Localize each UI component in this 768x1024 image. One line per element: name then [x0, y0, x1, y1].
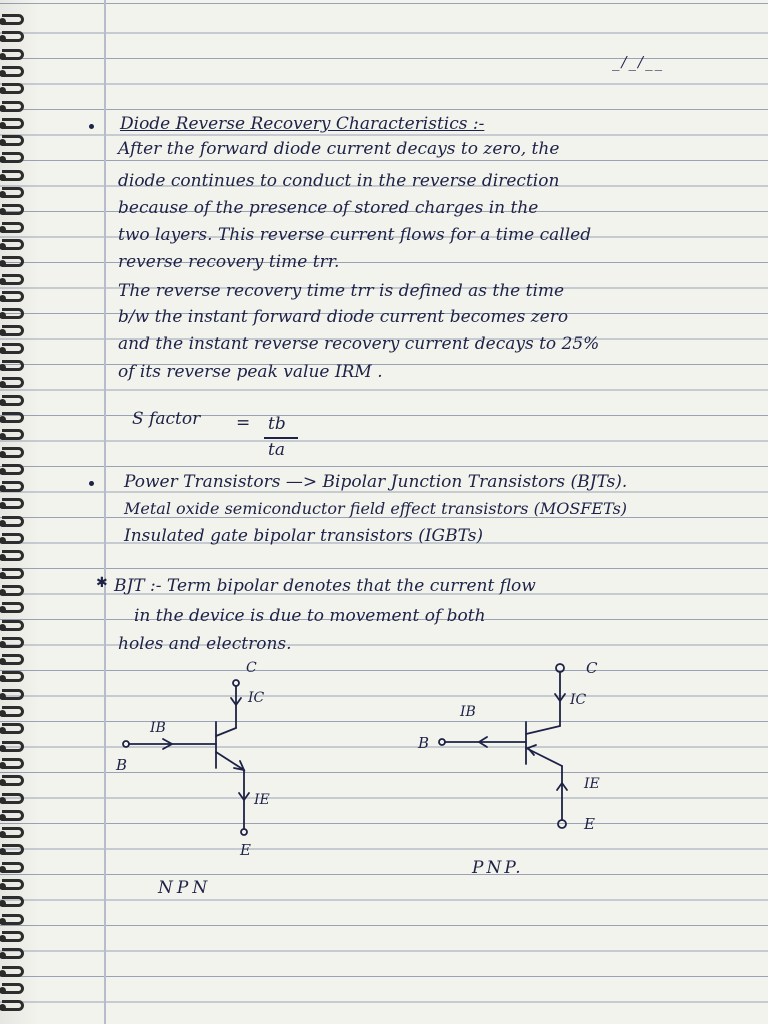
- pnp-caption: PNP.: [472, 858, 524, 878]
- pnp-ic-label: IC: [570, 692, 587, 708]
- diode-line-3: because of the presence of stored charges in the: [118, 198, 539, 218]
- diode-line-9: of its reverse peak value IRM .: [118, 362, 383, 382]
- pnp-c-label: C: [586, 659, 598, 677]
- s-factor-equals: =: [236, 413, 251, 433]
- npn-e-label: E: [240, 841, 251, 859]
- pnp-ib-label: IB: [460, 704, 476, 720]
- pnp-ie-label: IE: [584, 776, 600, 792]
- s-factor-denominator: ta: [268, 440, 285, 460]
- npn-ib-label: IB: [150, 720, 166, 736]
- date-field: _/_/__: [612, 53, 665, 71]
- star-bullet: ✱: [96, 575, 108, 591]
- bjt-line-2: in the device is due to movement of both: [134, 606, 486, 626]
- npn-c-label: C: [246, 660, 257, 676]
- bjt-line-1: BJT :- Term bipolar denotes that the current flow: [114, 576, 536, 596]
- npn-diagram: [123, 680, 249, 835]
- pnp-collector-terminal: [556, 664, 564, 672]
- pnp-b-label: B: [418, 734, 430, 752]
- power-line-2: Metal oxide semiconductor field effect transistors (MOSFETs): [124, 499, 628, 518]
- npn-b-label: B: [116, 756, 128, 774]
- s-factor-label: S factor: [132, 409, 201, 429]
- pnp-diagram: [439, 664, 567, 828]
- npn-caption: NPN: [158, 878, 212, 898]
- npn-ie-label: IE: [254, 792, 270, 808]
- power-line-3: Insulated gate bipolar transistors (IGBTs): [124, 526, 484, 546]
- diode-line-5: reverse recovery time trr.: [118, 252, 340, 272]
- diode-line-8: and the instant reverse recovery current decays to 25%: [118, 334, 600, 354]
- pnp-e-label: E: [584, 815, 595, 833]
- diode-line-7: b/w the instant forward diode current becomes zero: [118, 307, 569, 327]
- diode-line-6: The reverse recovery time trr is defined as the time: [118, 281, 565, 301]
- npn-ic-label: IC: [248, 690, 265, 706]
- pnp-emitter-terminal: [558, 820, 566, 828]
- diode-line-2: diode continues to conduct in the reverse direction: [118, 171, 560, 191]
- diode-line-4: two layers. This reverse current flows for a time called: [118, 225, 592, 245]
- power-line-1: Power Transistors —> Bipolar Junction Transistors (BJTs).: [124, 472, 628, 492]
- diode-line-1: After the forward diode current decays to zero, the: [118, 139, 560, 159]
- diode-heading: Diode Reverse Recovery Characteristics :-: [120, 114, 485, 134]
- bjt-line-3: holes and electrons.: [118, 634, 292, 654]
- npn-emitter-terminal: [241, 829, 247, 835]
- s-factor-numerator: tb: [268, 414, 286, 434]
